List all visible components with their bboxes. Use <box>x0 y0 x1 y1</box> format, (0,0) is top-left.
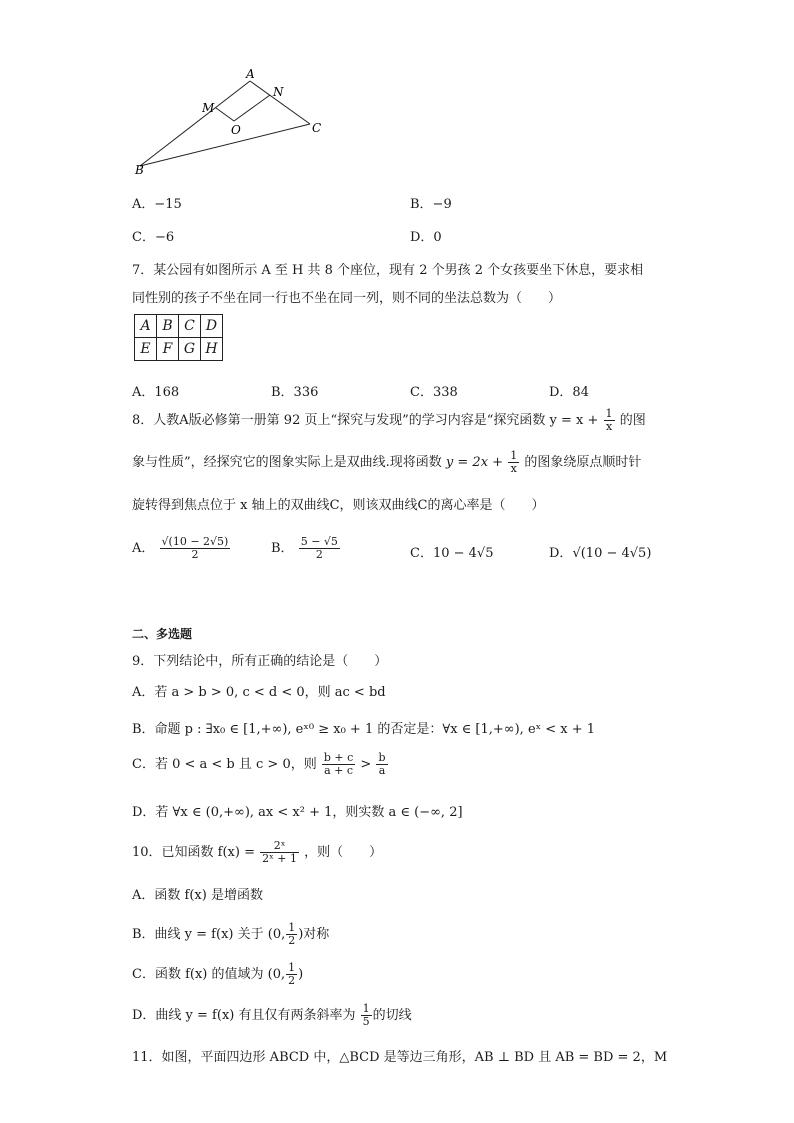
q10-option-b-den: 2 <box>288 934 296 947</box>
q8-stem-line1 <box>132 408 646 433</box>
label-N: N <box>273 85 284 99</box>
label-B: B <box>135 163 144 177</box>
q8-option-d-value: √(10 − 4√5) <box>572 546 652 561</box>
q10-option-d-text: D．曲线 y = f(x) 有且仅有两条斜率为 <box>132 1008 356 1023</box>
q8-option-d <box>549 542 651 561</box>
q9-gt: > <box>360 757 372 772</box>
q9-frac1-den: a + c <box>324 764 354 777</box>
seat-cell: D <box>201 315 223 338</box>
q9-frac2-den: a <box>378 764 386 777</box>
seat-cell: G <box>179 338 201 361</box>
label-M: M <box>202 101 215 115</box>
q9-fraction-1 <box>322 752 355 777</box>
q10-option-c-text: C．函数 f(x) 的值域为 <box>132 967 264 982</box>
q8-option-b-label: B． <box>271 541 294 556</box>
q8-option-c: C．10 − 4√5 <box>410 546 494 561</box>
q10-option-c-fraction <box>286 962 297 987</box>
seat-cell: A <box>135 315 157 338</box>
seat-cell: E <box>135 338 157 361</box>
q8-option-b-num: 5 − √5 <box>300 535 338 548</box>
q9-option-d: D．若 ∀x ∈ (0,+∞), ax < x² + 1，则实数 a ∈ (−∞, 2] <box>132 805 463 820</box>
triangle-figure <box>130 66 330 178</box>
q10-option-b-paren: (0, <box>267 927 286 942</box>
q7-stem-line2: 同性别的孩子不坐在同一行也不坐在同一列，则不同的坐法总数为（ ） <box>132 291 562 306</box>
q8-stem-line2 <box>132 450 641 475</box>
q8-option-b-fraction <box>299 536 340 561</box>
q9-frac2-num: b <box>378 751 386 764</box>
q9-option-b: B．命题 p : ∃x₀ ∈ [1,+∞), eˣ⁰ ≥ x₀ + 1 的否定是：∀x ∈ [1,+∞), eˣ < x + 1 <box>132 722 596 737</box>
q10-option-b-fraction <box>286 922 297 947</box>
q10-stem-text: 10．已知函数 f(x) = <box>132 845 255 860</box>
q6-option-c: C．−6 <box>132 230 175 245</box>
q7-option-d: D．84 <box>549 385 589 400</box>
q8-function: y = 2x + <box>445 455 504 470</box>
q10-option-c-den: 2 <box>288 974 296 987</box>
q10-num: 2ˣ <box>260 840 299 853</box>
q10-option-d-den: 5 <box>362 1015 370 1028</box>
q8-option-a-label: A． <box>132 541 155 556</box>
q8-stem-line3: 旋转得到焦点位于 x 轴上的双曲线C，则该双曲线C的离心率是（ ） <box>132 498 545 513</box>
q9-fraction-2 <box>376 752 387 777</box>
q10-option-d-num: 1 <box>362 1002 370 1015</box>
seat-cell: H <box>201 338 223 361</box>
q8-line1-tail: 的图 <box>619 413 646 428</box>
q10-option-c-paren: (0, <box>267 967 286 982</box>
q8-line2-tail: 的图象绕原点顺时针 <box>524 455 642 470</box>
fraction-1-over-x-2: $\frac{1}{x}$ <box>510 449 518 475</box>
q8-line2-text: 象与性质”，经探究它的图象实际上是双曲线.现将函数 <box>132 455 442 470</box>
q9-option-c <box>132 752 389 777</box>
q7-stem-line1: 7．某公园有如图所示 A 至 H 共 8 个座位，现有 2 个男孩 2 个女孩要坐下休息，要求相 <box>132 263 644 278</box>
q10-option-d-tail: 的切线 <box>372 1008 412 1023</box>
q10-option-b-num: 1 <box>288 921 296 934</box>
q7-option-a: A．168 <box>132 385 180 400</box>
q6-option-d: D．0 <box>410 230 442 245</box>
q10-option-d-fraction <box>361 1003 372 1028</box>
section-title: 二、多选题 <box>132 627 193 641</box>
q10-option-d <box>132 1003 412 1028</box>
q8-option-a-fraction <box>160 536 231 561</box>
q8-line1-text: 8．人教A版必修第一册第 92 页上“探究与发现”的学习内容是“探究函数 y = x + <box>132 413 599 428</box>
label-C: C <box>312 121 322 135</box>
q9-frac1-num: b + c <box>323 751 354 764</box>
q10-option-c-num: 1 <box>288 961 296 974</box>
q10-stem <box>132 840 382 865</box>
q8-option-a-den: 2 <box>191 548 199 561</box>
q10-option-a: A．函数 f(x) 是增函数 <box>132 888 263 903</box>
q8-option-b <box>271 536 341 561</box>
q10-stem-tail: ，则（ ） <box>304 845 383 860</box>
seat-grid <box>134 314 223 361</box>
q8-option-b-den: 2 <box>315 548 323 561</box>
q8-option-d-label: D． <box>549 546 573 561</box>
q8-option-a-num: √(10 − 2√5) <box>161 535 229 548</box>
q10-option-b-tail: )对称 <box>298 927 330 942</box>
q6-option-b: B．−9 <box>410 197 452 212</box>
q10-option-c-tail: ) <box>298 967 304 982</box>
q9-stem: 9．下列结论中，所有正确的结论是（ ） <box>132 654 388 669</box>
seat-cell: C <box>179 315 201 338</box>
q8-option-a <box>132 536 231 561</box>
q7-option-c: C．338 <box>410 385 458 400</box>
label-O: O <box>231 123 241 137</box>
q7-option-b: B．336 <box>271 385 319 400</box>
q10-option-b <box>132 922 329 947</box>
q10-fraction <box>260 840 299 865</box>
fraction-1-over-x: $\frac{1}{x}$ <box>605 407 613 433</box>
label-A: A <box>246 67 255 81</box>
q10-option-c <box>132 962 303 987</box>
seat-cell: B <box>157 315 179 338</box>
q9-option-c-text: C．若 0 < a < b 且 c > 0，则 <box>132 757 317 772</box>
q10-option-b-text: B．曲线 y = f(x) 关于 <box>132 927 264 942</box>
q11-stem-line1: 11．如图，平面四边形 ABCD 中，△BCD 是等边三角形，AB ⊥ BD 且 AB = BD = 2，M <box>132 1050 668 1065</box>
q9-option-a: A．若 a > b > 0, c < d < 0，则 ac < bd <box>132 685 386 700</box>
seat-cell: F <box>157 338 179 361</box>
q6-option-a: A．−15 <box>132 197 182 212</box>
q10-den: 2ˣ + 1 <box>262 852 298 865</box>
